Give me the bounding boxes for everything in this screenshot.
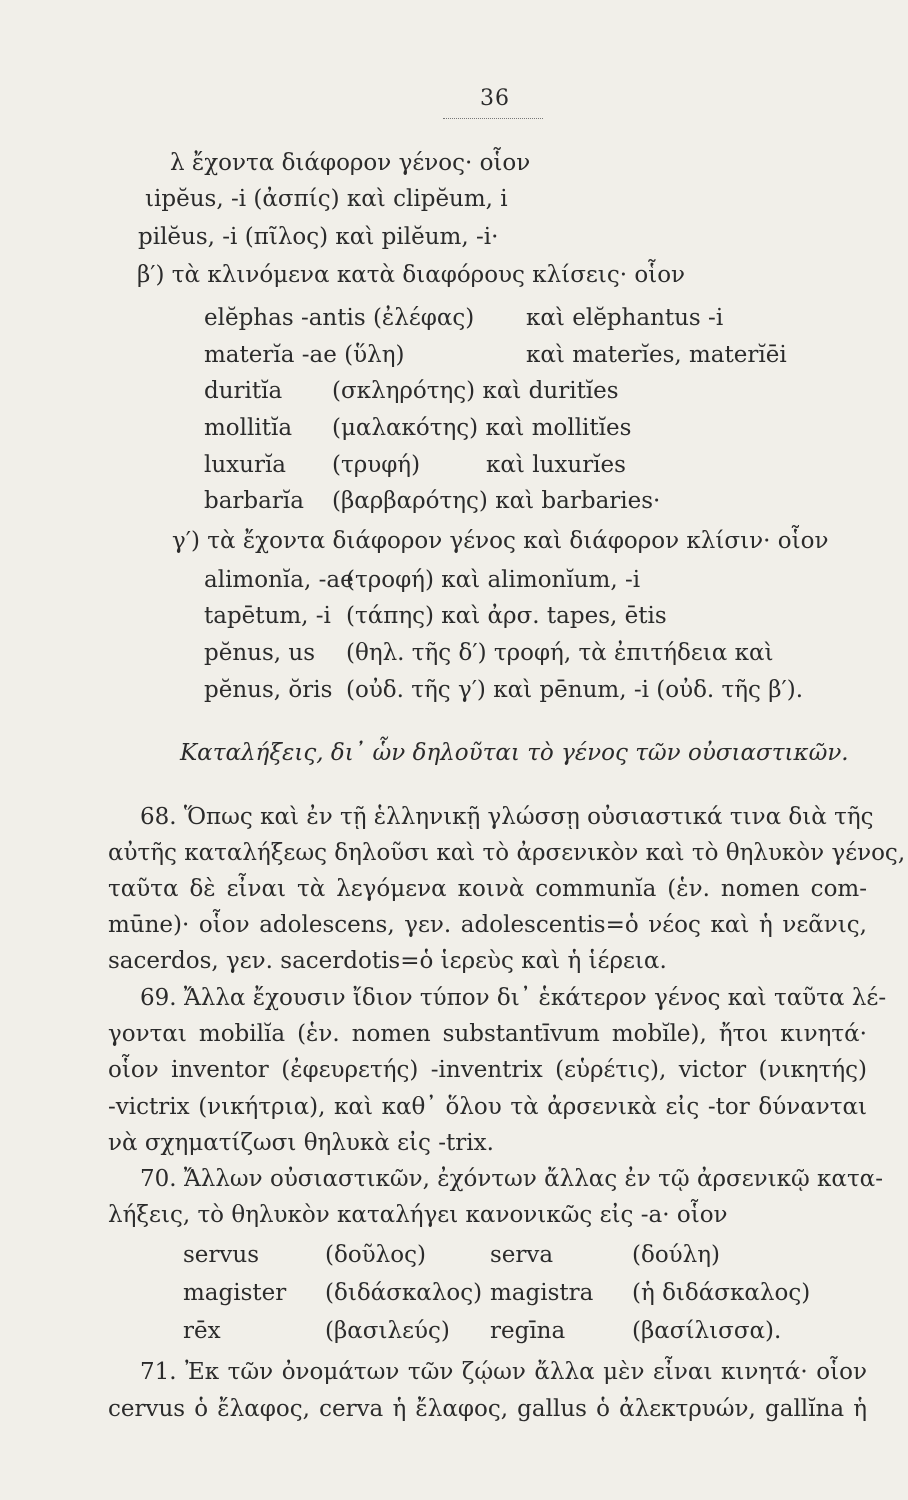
table-cell: (τροφή) καὶ alimonĭum, -i <box>346 567 641 593</box>
table-cell: duritĭa <box>204 378 283 404</box>
text-line: ταῦτα δὲ εἶναι τὰ λεγόμενα κοινὰ communĭa (ἑν. nomen com- <box>108 876 867 902</box>
text-line: γονται mobilĭa (ἑν. nomen substantīvum mobĭle), ἤτοι κινητά· <box>108 1021 867 1047</box>
text-line: 69. Ἄλλα ἔχουσιν ἴδιον τύπον δι᾽ ἑκάτερον γένος καὶ ταῦτα λέ- <box>140 985 887 1011</box>
text-line: -victrix (νικήτρια), καὶ καθ᾽ ὅλου τὰ ἀρσενικὰ εἰς -tor δύνανται <box>108 1094 867 1120</box>
table-cell: (τάπης) καὶ ἀρσ. tapes, ētis <box>346 603 667 629</box>
page-number: 36 <box>480 86 510 111</box>
table-cell: καὶ elĕphantus -i <box>526 305 724 331</box>
text-line: 68. Ὅπως καὶ ἐν τῇ ἑλληνικῇ γλώσσῃ οὐσιαστικά τινα διὰ τῆς <box>140 804 874 830</box>
table-cell: alimonĭa, -ae <box>204 567 354 593</box>
text-line: λήξεις, τὸ θηλυκὸν καταλήγει κανονικῶς εἰς -a· οἷον <box>108 1202 728 1228</box>
table-cell: (διδάσκαλος) <box>325 1280 483 1306</box>
table-cell: magister <box>183 1280 287 1306</box>
table-cell: (ἡ διδάσκαλος) <box>632 1280 811 1306</box>
table-cell: (θηλ. τῆς δ′) τροφή, τὰ ἐπιτήδεια καὶ <box>346 640 774 666</box>
text-line: νὰ σχηματίζωσι θηλυκὰ εἰς -trix. <box>108 1130 494 1156</box>
text-line: ιipĕus, -i (ἀσπίς) καὶ clipĕum, i <box>145 186 508 212</box>
table-cell: luxurĭa <box>204 452 287 478</box>
table-cell: (σκληρότης) καὶ duritĭes <box>332 378 619 404</box>
table-cell: καὶ luxurĭes <box>486 452 626 478</box>
table-cell: (δοῦλος) <box>325 1242 426 1268</box>
table-cell: (βαρβαρότης) καὶ barbaries· <box>332 488 661 514</box>
table-cell: (βασίλισσα). <box>632 1318 782 1344</box>
table-cell: materĭa -ae (ὕλη) <box>204 342 405 368</box>
table-cell: rēx <box>183 1318 221 1344</box>
table-cell: (βασιλεύς) <box>325 1318 450 1344</box>
table-cell: pĕnus, us <box>204 640 316 666</box>
table-cell: regīna <box>490 1318 566 1344</box>
table-cell: tapētum, -i <box>204 603 331 629</box>
table-cell: mollitĭa <box>204 415 293 441</box>
text-line: αὐτῆς καταλήξεως δηλοῦσι καὶ τὸ ἀρσενικὸν καὶ τὸ θηλυκὸν γένος, <box>108 840 906 866</box>
text-line: οἷον inventor (ἐφευρετής) -inventrix (εὑρέτις), victor (νικητής) <box>108 1057 867 1083</box>
text-line: 71. Ἐκ τῶν ὀνομάτων τῶν ζῴων ἄλλα μὲν εἶναι κινητά· οἷον <box>140 1359 867 1385</box>
section-heading: Καταλήξεις, δι᾽ ὧν δηλοῦται τὸ γένος τῶν οὐσιαστικῶν. <box>180 740 849 766</box>
table-cell: servus <box>183 1242 260 1268</box>
table-cell: καὶ materĭes, materĭēi <box>526 342 787 368</box>
text-line: β′) τὰ κλινόμενα κατὰ διαφόρους κλίσεις· οἷον <box>137 262 686 288</box>
table-cell: (οὐδ. τῆς γ′) καὶ pēnum, -i (οὐδ. τῆς β′). <box>346 677 804 703</box>
text-line: cervus ὁ ἔλαφος, cerva ἡ ἔλαφος, gallus ὁ ἀλεκτρυών, gallĭna ἡ <box>108 1396 867 1422</box>
table-cell: magistra <box>490 1280 594 1306</box>
text-line: γ′) τὰ ἔχοντα διάφορον γένος καὶ διάφορον κλίσιν· οἷον <box>172 528 829 554</box>
table-cell: (δούλη) <box>632 1242 720 1268</box>
text-line: λ ἔχοντα διάφορον γένος· οἷον <box>170 150 531 176</box>
table-cell: (τρυφή) <box>332 452 421 478</box>
text-line: 70. Ἄλλων οὐσιαστικῶν, ἐχόντων ἄλλας ἐν τῷ ἀρσενικῷ κατα- <box>140 1166 883 1192</box>
page-number-rule <box>443 118 543 119</box>
text-line: pilĕus, -i (πῖλος) καὶ pilĕum, -i· <box>138 224 499 250</box>
text-line: mūne)· οἷον adolescens, γεν. adolescentis=ὁ νέος καὶ ἡ νεᾶνις, <box>108 912 867 938</box>
table-cell: barbarĭa <box>204 488 304 514</box>
table-cell: serva <box>490 1242 554 1268</box>
table-cell: (μαλακότης) καὶ mollitĭes <box>332 415 632 441</box>
table-cell: elĕphas -antis (ἐλέφας) <box>204 305 475 331</box>
table-cell: pĕnus, ŏris <box>204 677 333 703</box>
text-line: sacerdos, γεν. sacerdotis=ὁ ἱερεὺς καὶ ἡ ἱέρεια. <box>108 948 667 974</box>
